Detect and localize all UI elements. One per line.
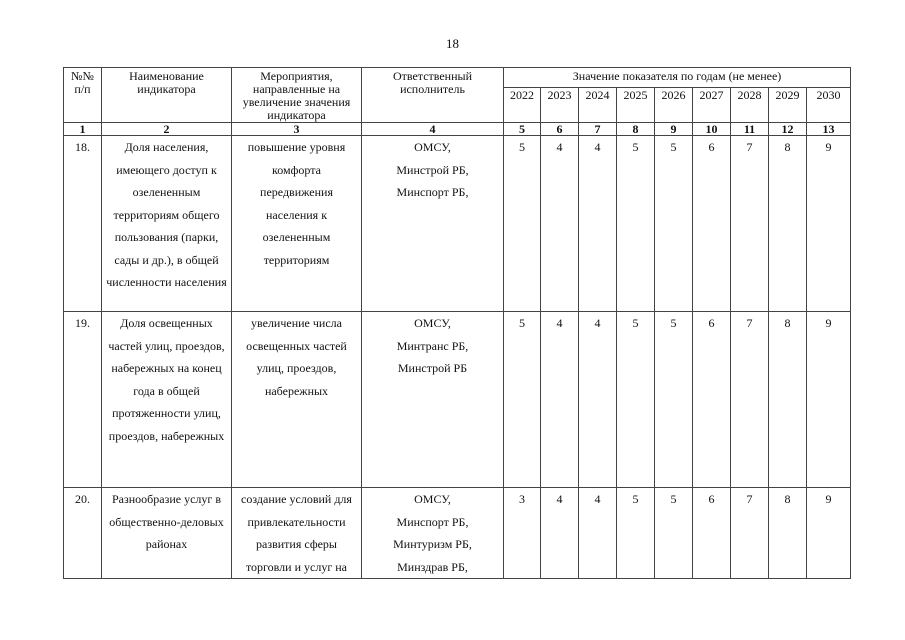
header-measures: Мероприятия, направленные на увеличение значения индикатора xyxy=(232,68,362,123)
indicator-name: Доля населения, имеющего доступ к озелененным территориям общего пользования (парки, сады и др.), в общей численности населения xyxy=(102,136,232,312)
column-number: 5 xyxy=(504,123,541,136)
indicator-value: 5 xyxy=(617,488,655,579)
header-indicator-name: Наименование индикатора xyxy=(102,68,232,123)
page-number: 18 xyxy=(446,36,459,51)
measures-cell: создание условий для привлекательности развития сферы торговли и услуг на xyxy=(232,488,362,579)
header-year: 2030 xyxy=(807,87,851,122)
column-number: 12 xyxy=(769,123,807,136)
indicator-value: 5 xyxy=(655,488,693,579)
indicator-value: 5 xyxy=(504,136,541,312)
indicator-value: 7 xyxy=(731,312,769,488)
column-numbers-row xyxy=(64,123,851,136)
indicators-table xyxy=(63,67,851,579)
indicator-value: 8 xyxy=(769,312,807,488)
header-year: 2028 xyxy=(731,87,769,122)
column-number: 7 xyxy=(579,123,617,136)
header-values-title: Значение показателя по годам (не менее) xyxy=(504,68,851,88)
indicator-value: 4 xyxy=(579,488,617,579)
column-number: 8 xyxy=(617,123,655,136)
indicator-value: 4 xyxy=(579,136,617,312)
header-responsible: Ответственный исполнитель xyxy=(362,68,504,123)
indicator-value: 8 xyxy=(769,136,807,312)
column-number: 10 xyxy=(693,123,731,136)
table-row xyxy=(64,136,851,312)
column-number: 3 xyxy=(232,123,362,136)
column-number: 9 xyxy=(655,123,693,136)
indicator-value: 6 xyxy=(693,312,731,488)
indicator-value: 9 xyxy=(807,488,851,579)
indicator-value: 6 xyxy=(693,136,731,312)
header-year: 2022 xyxy=(504,87,541,122)
indicator-value: 5 xyxy=(655,136,693,312)
measures-cell: увеличение числа освещенных частей улиц, проездов, набережных xyxy=(232,312,362,488)
column-number: 4 xyxy=(362,123,504,136)
header-year: 2029 xyxy=(769,87,807,122)
responsible-cell: ОМСУ, Минстрой РБ, Минспорт РБ, xyxy=(362,136,504,312)
responsible-cell: ОМСУ, Минтранс РБ, Минстрой РБ xyxy=(362,312,504,488)
table-row xyxy=(64,488,851,579)
responsible-cell: ОМСУ, Минспорт РБ, Минтуризм РБ, Минздрав РБ, xyxy=(362,488,504,579)
header-year: 2024 xyxy=(579,87,617,122)
table-row xyxy=(64,312,851,488)
indicator-name: Доля освещенных частей улиц, проездов, набережных на конец года в общей протяженности улиц, проездов, набережных xyxy=(102,312,232,488)
header-year: 2027 xyxy=(693,87,731,122)
header-year: 2025 xyxy=(617,87,655,122)
indicator-value: 5 xyxy=(655,312,693,488)
header-num: №№ п/п xyxy=(64,68,102,123)
row-number: 18. xyxy=(64,136,102,312)
column-number: 6 xyxy=(541,123,579,136)
indicator-value: 5 xyxy=(617,312,655,488)
column-number: 2 xyxy=(102,123,232,136)
header-year: 2026 xyxy=(655,87,693,122)
column-number: 1 xyxy=(64,123,102,136)
row-number: 19. xyxy=(64,312,102,488)
indicator-value: 9 xyxy=(807,312,851,488)
indicator-value: 8 xyxy=(769,488,807,579)
indicator-name: Разнообразие услуг в общественно-деловых районах xyxy=(102,488,232,579)
indicator-value: 5 xyxy=(504,312,541,488)
indicator-value: 4 xyxy=(541,136,579,312)
indicator-value: 4 xyxy=(579,312,617,488)
column-number: 11 xyxy=(731,123,769,136)
indicator-value: 3 xyxy=(504,488,541,579)
indicator-value: 7 xyxy=(731,488,769,579)
indicator-value: 6 xyxy=(693,488,731,579)
header-year: 2023 xyxy=(541,87,579,122)
indicator-value: 4 xyxy=(541,488,579,579)
indicator-value: 9 xyxy=(807,136,851,312)
indicator-value: 4 xyxy=(541,312,579,488)
row-number: 20. xyxy=(64,488,102,579)
indicator-value: 5 xyxy=(617,136,655,312)
measures-cell: повышение уровня комфорта передвижения населения к озелененным территориям xyxy=(232,136,362,312)
column-number: 13 xyxy=(807,123,851,136)
indicator-value: 7 xyxy=(731,136,769,312)
